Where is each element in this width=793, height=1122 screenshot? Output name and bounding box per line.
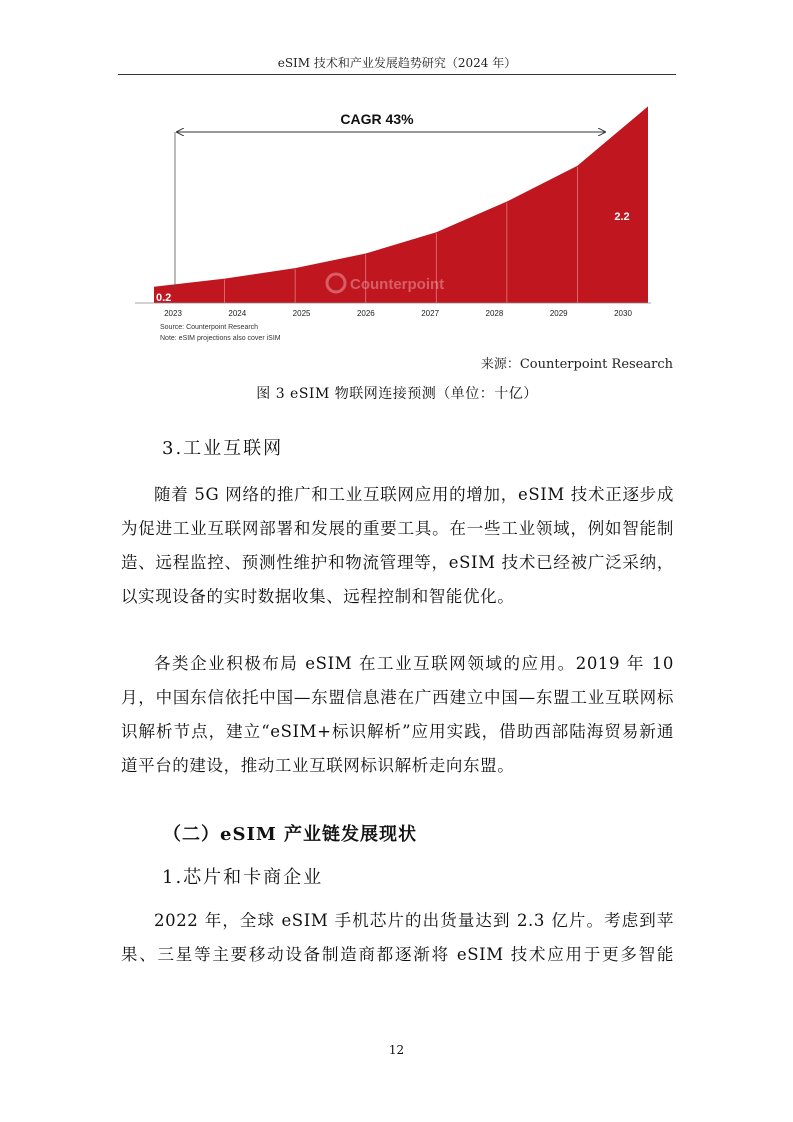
x-tick-label-2026: 2026 <box>356 309 375 318</box>
chart-footnote: Note: eSIM projections also cover iSIM <box>160 335 281 342</box>
esim-iot-chart <box>133 94 663 346</box>
x-tick-label-2030: 2030 <box>614 309 632 318</box>
section-heading-industry-chain: （二）eSIM 产业链发展现状 <box>163 824 418 845</box>
watermark-text: Counterpoint <box>350 276 445 293</box>
x-tick-label-2027: 2027 <box>421 309 440 318</box>
x-tick-label-2025: 2025 <box>292 309 311 318</box>
figure-source: 来源：Counterpoint Research <box>480 357 673 372</box>
x-tick-label-2029: 2029 <box>549 309 568 318</box>
page-number: 12 <box>388 1043 405 1057</box>
cagr-label: CAGR 43% <box>340 111 414 127</box>
data-label-2030: 2.2 <box>614 211 630 223</box>
body-paragraph-2: 各类企业积极布局 eSIM 在工业互联网领域的应用。2019 年 10 月，中国东信依托中国—东盟信息港在广西建立中国—东盟工业互联网标识解析节点，建立“eSIM+标识解析”应用实践，借助西部陆海贸易新通道平台的建设，推动工业互联网标识解析走向东盟。 <box>121 654 674 775</box>
x-tick-label-2024: 2024 <box>228 309 247 318</box>
data-label-2023: 0.2 <box>156 292 172 304</box>
section-heading-industrial-internet: 3.工业互联网 <box>162 438 284 459</box>
figure-caption: 图 3 eSIM 物联网连接预测（单位：十亿） <box>256 386 538 402</box>
body-paragraph-1: 随着 5G 网络的推广和工业互联网应用的增加，eSIM 技术正逐步成为促进工业互联网部署和发展的重要工具。在一些工业领域，例如智能制造、远程监控、预测性维护和物流管理等，eSIM 技术已经被广泛采纳，以实现设备的实时数据收集、远程控制和智能优化。 <box>121 485 674 606</box>
running-header: eSIM 技术和产业发展趋势研究（2024 年） <box>277 56 517 70</box>
section-heading-chip-card: 1.芯片和卡商企业 <box>162 867 324 888</box>
esim-connections-area <box>154 106 648 303</box>
chart-source-note: Source: Counterpoint Research <box>160 324 259 331</box>
x-tick-label-2023: 2023 <box>164 309 182 318</box>
x-tick-label-2028: 2028 <box>485 309 504 318</box>
body-paragraph-3: 2022 年，全球 eSIM 手机芯片的出货量达到 2.3 亿片。考虑到苹果、三星等主要移动设备制造商都逐渐将 eSIM 技术应用于更多智能 <box>121 911 674 964</box>
header-rule <box>118 74 676 75</box>
